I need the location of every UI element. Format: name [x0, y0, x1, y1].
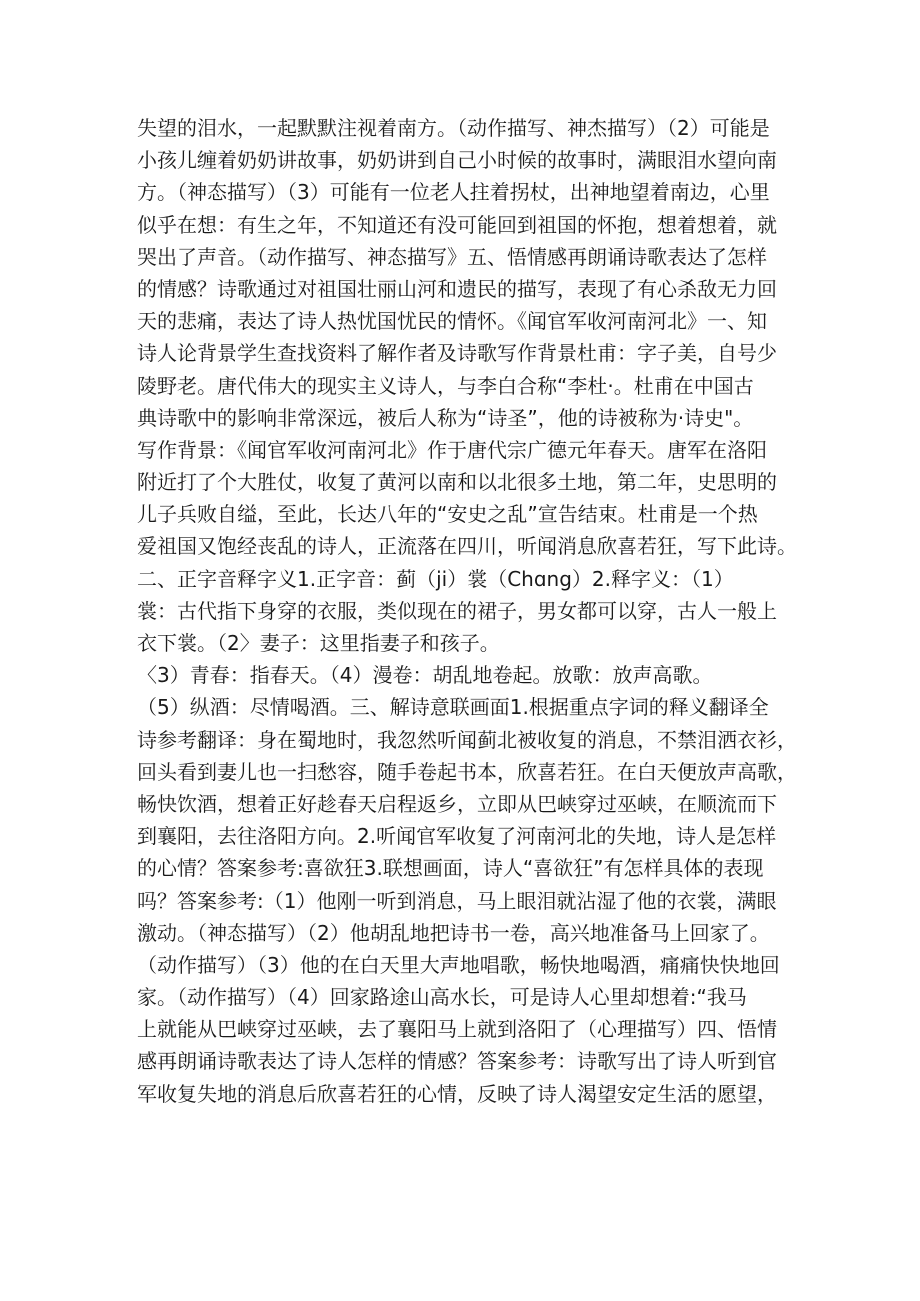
text-line: 儿子兵败自缢，至此，长达八年的“安史之乱”宣告结束。杜甫是一个热 — [137, 502, 758, 527]
text-line: 衣下裳。（2〉妻子：这里指妻子和孩子。 — [137, 631, 500, 655]
text-line: 诗人论背景学生查找资料了解作者及诗歌写作背景杜甫：字子美，自号少 — [137, 341, 777, 366]
text-line: 军收复失地的消息后欣喜若狂的心情，反映了诗人渴望安定生活的愿望， — [137, 1081, 777, 1106]
text-line: 哭出了声音。（动作描写、神态描写》五、悟情感再朗诵诗歌表达了怎样 — [137, 244, 767, 269]
text-line: 爱祖国又饱经丧乱的诗人，正流落在四川，听闻消息欣喜若狂，写下此诗。 — [137, 534, 797, 559]
text-line: 感再朗诵诗歌表达了诗人怎样的情感？答案参考：诗歌写出了诗人听到官 — [137, 1049, 777, 1074]
body-text — [137, 112, 797, 1110]
text-line: 陵野老。唐代伟大的现实主义诗人，与李白合称“李杜·。杜甫在中国古 — [137, 373, 754, 398]
text-line: 失望的泪水，一起默默注视着南方。（动作描写、神杰描写）（2）可能是 — [137, 116, 770, 140]
text-line: 〈3）青春：指春天。（4）漫卷：胡乱地卷起。放歌：放声高歌。 — [137, 663, 713, 688]
text-line: 家。（动作描写）（4）回家路途山高水长，可是诗人心里却想着:“我马 — [137, 985, 747, 1010]
text-line: 上就能从巴峡穿过巫峡，去了襄阳马上就到洛阳了（心理描写）四、悟情 — [137, 1017, 777, 1042]
text-line: 典诗歌中的影响非常深远，被后人称为“诗圣”，他的诗被称为·诗史"。 — [137, 405, 754, 430]
text-line: 激动。（神态描写）（2）他胡乱地把诗书一卷，高兴地准备马上回家了。 — [137, 920, 770, 945]
text-line: （5）纵酒：尽情喝酒。三、解诗意联画面1.根据重点字词的释义翻译全 — [137, 695, 769, 720]
text-line: 写作背景：《闻官军收河南河北》作于唐代宗广德元年春天。唐军在洛阳 — [137, 437, 767, 462]
text-line: 附近打了个大胜仗，收复了黄河以南和以北很多土地，第二年，史思明的 — [137, 470, 777, 495]
text-line: 二、正字音释字义1.正字音：蓟（ji）裳（Chɑng）2.释字义：（1） — [137, 566, 734, 591]
text-line: 诗参考翻译：身在蜀地时，我忽然听闻蓟北被收复的消息，不禁泪洒衣衫， — [137, 727, 797, 752]
text-line: 的情感？诗歌通过对祖国壮丽山河和遗民的描写，表现了有心杀敌无力回 — [137, 276, 777, 301]
text-line: （动作描写）（3）他的在白天里大声地唱歌，畅快地喝酒，痛痛快快地回 — [137, 952, 780, 977]
text-line: 似乎在想：有生之年，不知道还有没可能回到祖国的怀抱，想着想着，就 — [137, 212, 777, 237]
text-line: 到襄阳，去往洛阳方向。2.听闻官军收复了河南河北的失地，诗人是怎样 — [137, 824, 777, 849]
text-line: 吗？答案参考:（1）他刚一听到消息，马上眼泪就沾湿了他的衣裳，满眼 — [137, 888, 777, 913]
text-line: 天的悲痛，表达了诗人热忧国忧民的情怀。《闻官军收河南河北》一、知 — [137, 309, 767, 334]
text-line: 裳：古代指下身穿的衣服，类似现在的裙子，男女都可以穿，古人一般上 — [137, 598, 777, 623]
text-line: 的心情？答案参考:喜欲狂3.联想画面，诗人“喜欲狂”有怎样具体的表现 — [137, 856, 764, 881]
text-line: 回头看到妻儿也一扫愁容，随手卷起书本，欣喜若狂。在白天便放声高歌， — [137, 759, 797, 784]
text-line: 方。（神态描写）（3）可能有一位老人拄着拐杖，出神地望着南边，心里 — [137, 180, 770, 205]
text-line: 小孩儿缠着奶奶讲故事，奶奶讲到自己小时候的故事时，满眼泪水望向南 — [137, 148, 777, 173]
text-line: 畅快饮酒，想着正好趁春天启程返乡，立即从巴峡穿过巫峡，在顺流而下 — [137, 791, 777, 816]
